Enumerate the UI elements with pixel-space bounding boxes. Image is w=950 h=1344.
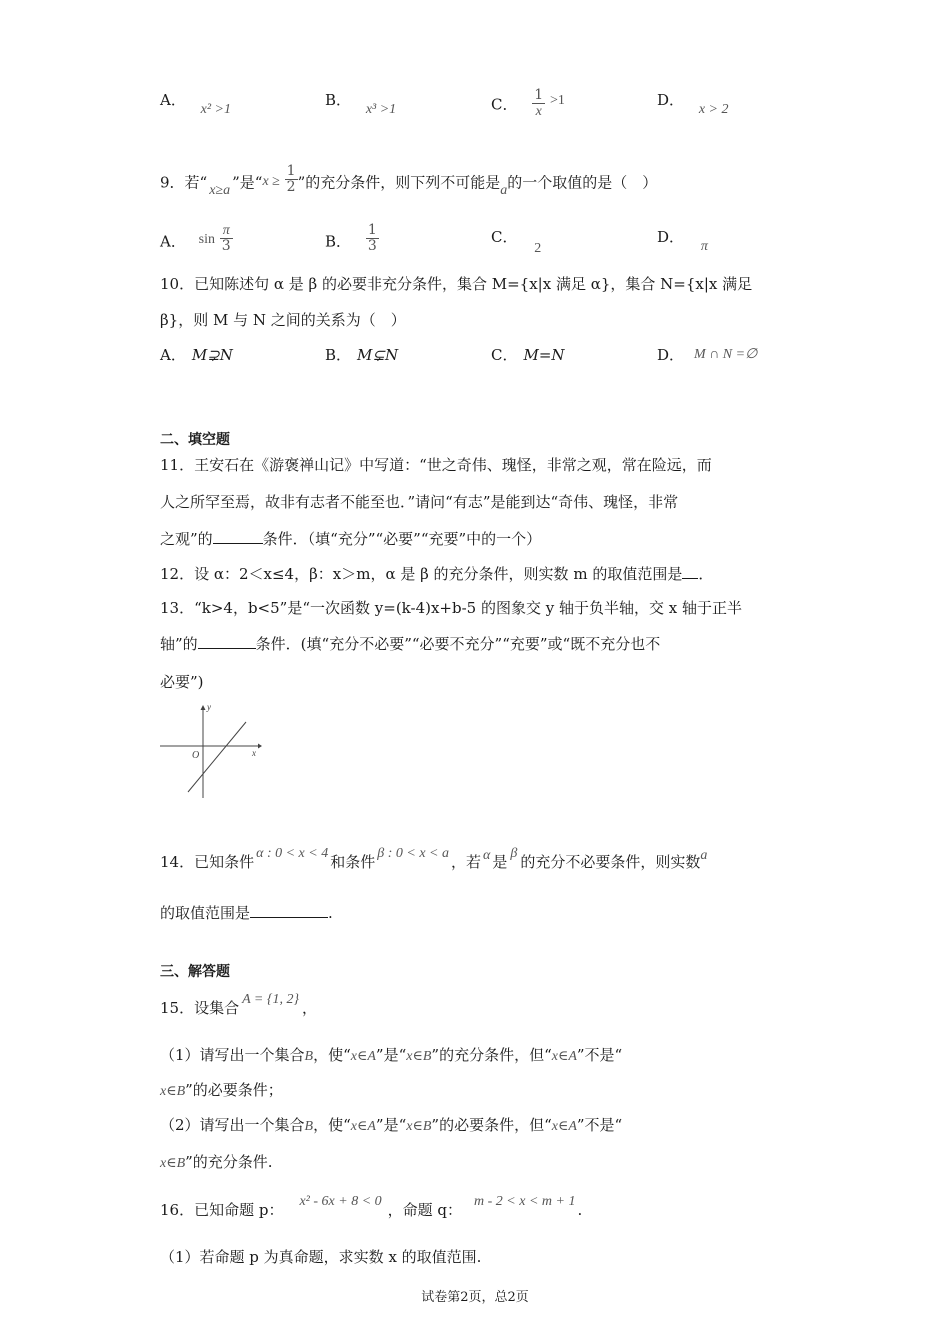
question-13-line-3: 必要”): [160, 673, 204, 691]
q11-text-a: 之观”的: [160, 530, 213, 548]
question-9: [160, 163, 658, 199]
option-label: C．: [491, 228, 518, 246]
text: ，使“: [313, 1116, 351, 1134]
q13-answer-blank[interactable]: [198, 634, 256, 649]
option-label: C．: [491, 95, 518, 114]
frac-den: 3: [221, 238, 231, 254]
q8-option-d: [657, 90, 729, 117]
q15-tail: ，: [302, 999, 318, 1017]
frac-den: 2: [286, 179, 296, 195]
q14-num: 14．已知条件: [160, 853, 255, 871]
text: ”的充分条件，但“: [431, 1046, 552, 1064]
page-footer: 试卷第2页，总2页: [421, 1290, 529, 1305]
x-axis-arrow: [258, 744, 262, 749]
x-in-b: x∈B: [406, 1049, 432, 1064]
y-axis-label: y: [207, 702, 211, 712]
question-16: [160, 1194, 583, 1222]
text: ”不是“: [576, 1046, 623, 1064]
q9-option-a: [160, 223, 233, 258]
q15-part-2-line-2: [160, 1152, 273, 1174]
option-label: A．: [160, 91, 186, 109]
q14-rest: 的充分不必要条件，则实数: [520, 853, 701, 871]
question-14-line-1: [160, 846, 708, 874]
q10-option-a: [160, 345, 233, 365]
q14-beta: β: [510, 846, 518, 861]
option-b-fraction: [366, 223, 379, 254]
set-b: B: [304, 1049, 314, 1064]
option-label: B．: [325, 91, 352, 109]
text: ”是“: [375, 1116, 407, 1134]
q15-part-1-line-1: [160, 1045, 622, 1067]
option-label: A．: [160, 346, 186, 364]
text: ”的充分条件.: [185, 1153, 273, 1171]
q14-var: a: [700, 848, 708, 863]
q10-option-c: [491, 345, 565, 365]
q14-is: 是: [492, 853, 508, 871]
frac-den: 3: [367, 238, 377, 254]
q14-answer-blank[interactable]: [250, 903, 328, 918]
question-12: [160, 564, 713, 584]
x-in-b: x∈B: [406, 1119, 432, 1134]
option-d-value: π: [700, 239, 708, 254]
q14-text-b: .: [328, 904, 333, 922]
question-11-line-3: [160, 529, 541, 549]
q14-if: ，若: [450, 853, 481, 871]
q8-option-a: [160, 90, 231, 117]
q13-text-b: 条件．(填“充分不必要”“必要不充分”“充要”或“既不充分也不: [255, 635, 661, 653]
q14-alpha-expr: α : 0 < x < 4: [256, 846, 329, 861]
q15-set-a: A = {1, 2}: [242, 992, 300, 1007]
q11-text-b: 条件．（填“充分”“必要”“充要”中的一个）: [262, 530, 542, 548]
option-b-expr: x³ >1: [365, 102, 397, 117]
q16-mid: ，命题 q：: [387, 1201, 463, 1219]
q9-mid: ”是“: [232, 173, 263, 192]
question-13-line-2: [160, 634, 660, 654]
option-a-fraction: [220, 223, 233, 254]
q12-text: 12．设 α：2＜x≤4，β：x＞m，α 是 β 的充分条件，则实数 m 的取值范围是: [160, 565, 683, 583]
q9-num: 9．若“: [160, 173, 208, 192]
section-heading-fill-in: 二、填空题: [160, 432, 230, 448]
q14-and: 和条件: [330, 853, 376, 871]
q16-p-expr: x² - 6x + 8 < 0: [299, 1194, 382, 1209]
question-15: [160, 992, 318, 1020]
option-label: D．: [657, 91, 685, 109]
q12-end: ．: [698, 565, 714, 583]
option-label: D．: [657, 228, 685, 246]
q14-beta-expr: β : 0 < x < a: [377, 846, 449, 861]
linear-function-graph: [158, 700, 268, 802]
x-in-b: x∈B: [160, 1084, 186, 1099]
q9-cond1: x≥a: [209, 182, 231, 198]
q9-tail: ”的充分条件，则下列不可能是: [297, 173, 501, 192]
question-14-line-2: [160, 903, 333, 923]
q10-option-d: [657, 345, 757, 367]
option-label: B．: [325, 232, 352, 251]
q9-option-d: [657, 227, 708, 254]
option-b-value: M⊊N: [357, 346, 399, 364]
x-in-a: x∈A: [350, 1049, 376, 1064]
question-10-line-1: 10．已知陈述句 α 是 β 的必要非充分条件，集合 M={x|x 满足 α}，集合 N={x|x 满足: [160, 275, 753, 293]
frac-num: 1: [367, 222, 377, 238]
x-in-a: x∈A: [350, 1119, 376, 1134]
q16-part-1: （1）若命题 p 为真命题，求实数 x 的取值范围.: [160, 1248, 482, 1266]
question-10-line-2: β}，则 M 与 N 之间的关系为（ ）: [160, 311, 406, 329]
option-label: B．: [325, 346, 352, 364]
q9-end: 的一个取值的是（ ）: [507, 173, 658, 192]
x-in-a: x∈A: [551, 1119, 577, 1134]
option-c-fraction: [532, 88, 545, 119]
x-in-b: x∈B: [160, 1156, 186, 1171]
question-11-line-2: 人之所罕至焉，故非有志者不能至也．”请问“有志”是能到达“奇伟、瑰怪，非常: [160, 493, 679, 511]
q16-end: .: [577, 1201, 583, 1219]
option-label: C．: [491, 346, 518, 364]
q15-head: 15．设集合: [160, 999, 240, 1017]
section-heading-solutions: 三、解答题: [160, 964, 230, 980]
q10-option-b: [325, 345, 398, 365]
frac-num: 1: [534, 87, 544, 103]
set-b: B: [304, 1119, 314, 1134]
text: ，使“: [313, 1046, 351, 1064]
text: ”的必要条件，但“: [431, 1116, 552, 1134]
question-13-line-1: 13．“k>4，b<5”是“一次函数 y=(k-4)x+b-5 的图象交 y 轴于负半轴，交 x 轴于正半: [160, 599, 742, 617]
q13-text-a: 轴”的: [160, 635, 198, 653]
option-c-value: M=N: [523, 346, 565, 364]
option-label: A．: [160, 232, 186, 251]
y-axis-arrow: [201, 705, 206, 710]
q12-answer-blank[interactable]: [682, 564, 698, 579]
q8-option-c: [491, 87, 565, 121]
frac-num: 1: [286, 163, 296, 179]
option-label: D．: [657, 346, 685, 364]
q16-q-expr: m - 2 < x < m + 1: [474, 1194, 576, 1209]
text: （1）请写出一个集合: [160, 1046, 305, 1064]
frac-den: x: [535, 104, 542, 119]
q14-alpha: α: [483, 848, 491, 863]
question-11-line-1: 11．王安石在《游褒禅山记》中写道：“世之奇伟、瑰怪，非常之观，常在险远，而: [160, 456, 712, 474]
option-c-tail: >1: [549, 92, 565, 108]
option-a-value: M⊋N: [191, 346, 233, 364]
q14-text-a: 的取值范围是: [160, 904, 251, 922]
origin-label: O: [192, 750, 200, 761]
option-a-sin: sin: [198, 231, 215, 247]
q11-answer-blank[interactable]: [213, 529, 263, 544]
frac-num: π: [220, 223, 233, 239]
text: ”是“: [375, 1046, 407, 1064]
option-a-expr: x² >1: [200, 102, 231, 117]
q9-fraction: [285, 164, 298, 195]
q9-option-c: [491, 227, 542, 256]
text: ”不是“: [576, 1116, 623, 1134]
q15-part-2-line-1: （2）请写出一个集合B，使“x∈A”是“x∈B”的必要条件，但“x∈A”不是“: [160, 1116, 623, 1134]
q9-option-b: [325, 222, 379, 258]
x-in-a: x∈A: [551, 1049, 577, 1064]
q16-head: 16．已知命题 p：: [160, 1201, 284, 1219]
q9-var: a: [500, 182, 508, 198]
option-d-expr: x > 2: [698, 102, 729, 117]
q8-option-b: [325, 90, 397, 117]
text: ”的必要条件；: [185, 1081, 283, 1099]
option-d-value: M ∩ N =∅: [694, 347, 758, 362]
q9-cond2: x ≥: [262, 173, 280, 189]
q15-part-1-line-2: [160, 1080, 283, 1102]
option-c-value: 2: [534, 241, 542, 256]
x-axis-label: x: [252, 748, 256, 758]
